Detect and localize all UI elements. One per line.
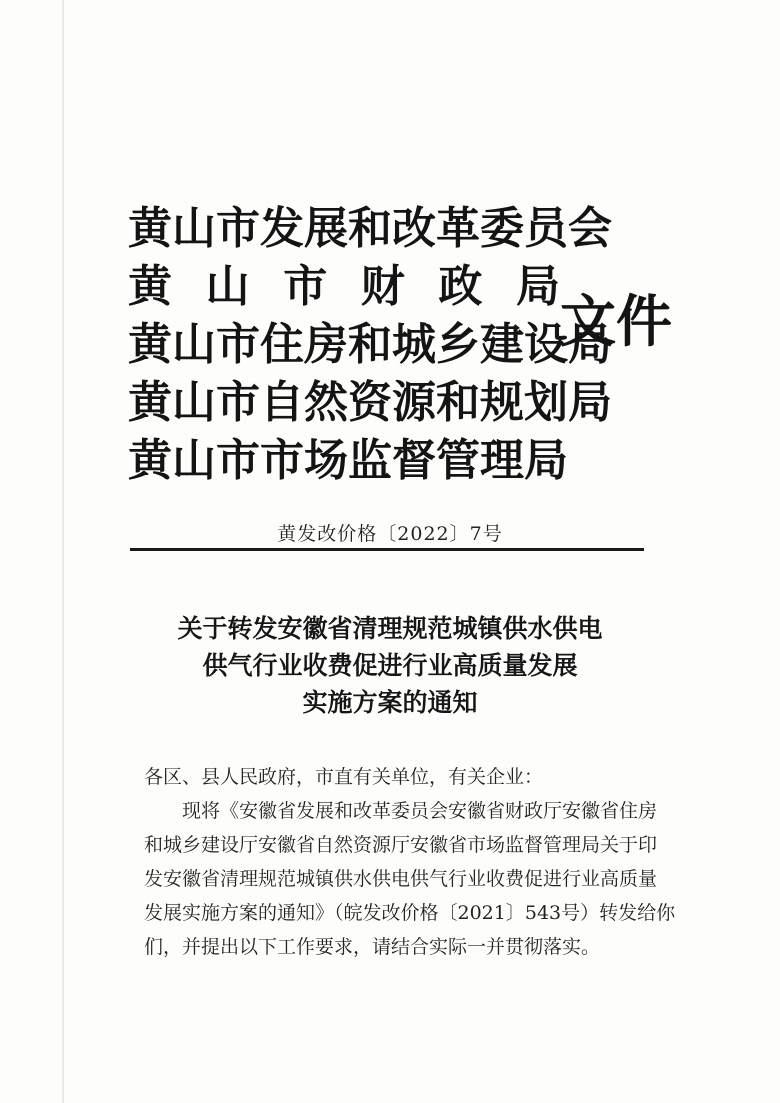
agency-development-reform: 黄山市发展和改革委员会: [128, 203, 612, 254]
agency-market-supervision: 黄山市市场监督管理局: [128, 435, 568, 486]
issuing-agencies: [128, 200, 612, 490]
header-divider: [130, 548, 644, 551]
paragraph-line: 们，并提出以下工作要求，请结合实际一并贯彻落实。: [144, 936, 601, 958]
document-title: [0, 610, 780, 721]
agency-housing-construction: 黄山市住房和城乡建设局: [128, 319, 612, 370]
title-line: 实施方案的通知: [302, 688, 478, 717]
paragraph-line: 现将《安徽省发展和改革委员会安徽省财政厅安徽省住房: [182, 800, 658, 822]
document-type-label: 文件: [560, 289, 672, 355]
agency-natural-resources: 黄山市自然资源和规划局: [128, 377, 612, 428]
body-paragraph: [144, 794, 676, 964]
salutation: 各区、县人民政府，市直有关单位，有关企业：: [144, 766, 544, 788]
scan-edge: [62, 0, 64, 1103]
agency-finance: 黄山市财政局: [128, 261, 560, 312]
title-line: 关于转发安徽省清理规范城镇供水供电: [177, 614, 603, 643]
paragraph-line: 发安徽省清理规范城镇供水供电供气行业收费促进行业高质量: [144, 868, 658, 890]
title-line: 供气行业收费促进行业高质量发展: [202, 651, 578, 680]
document-number: 黄发改价格〔2022〕7号: [277, 523, 503, 545]
paragraph-line: 和城乡建设厅安徽省自然资源厅安徽省市场监督管理局关于印: [144, 834, 658, 856]
paragraph-line: 发展实施方案的通知》（皖发改价格〔2021〕543号）转发给你: [144, 902, 676, 924]
